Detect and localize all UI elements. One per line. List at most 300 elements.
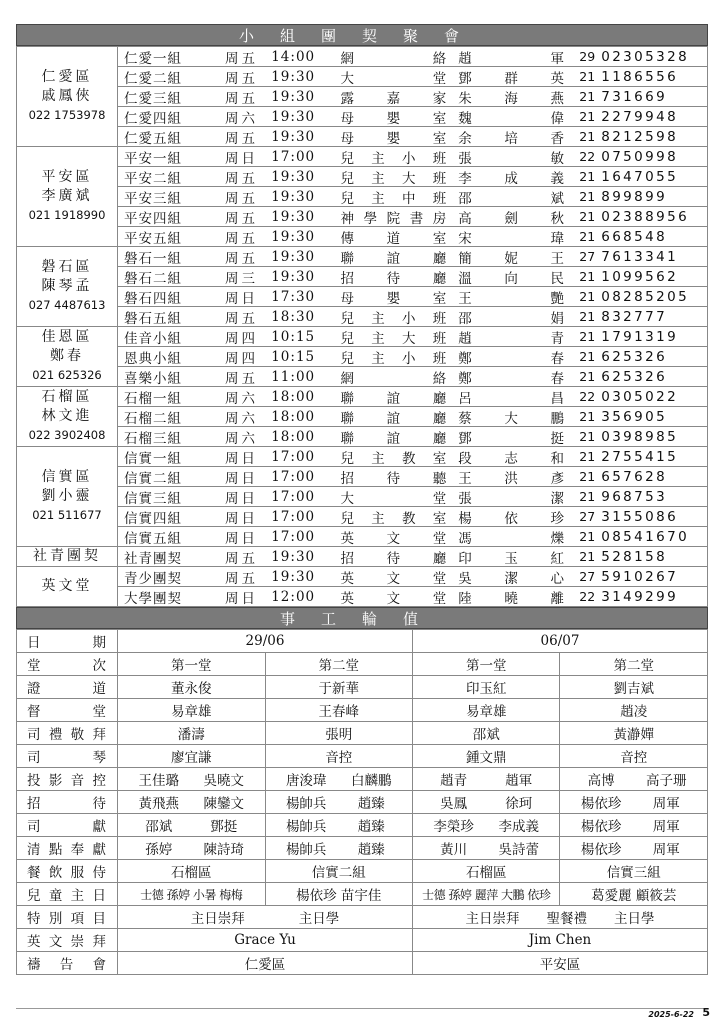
group-day: 周五 xyxy=(225,570,259,587)
group-phone-code: 21 xyxy=(579,409,596,424)
region-name: 磐石區 xyxy=(41,259,93,275)
group-phone-code: 21 xyxy=(579,329,596,344)
duty-item: 主日崇拜 xyxy=(465,911,520,927)
duty-person: 吳詩蕾 xyxy=(498,842,539,858)
group-phone: 657628 xyxy=(601,468,668,485)
duty-cell xyxy=(265,791,412,814)
group-name: 平安二組 xyxy=(124,170,182,187)
region-leader: 鄭春 xyxy=(50,348,84,364)
group-info xyxy=(118,207,707,226)
group-phone-code: 21 xyxy=(579,129,596,144)
group-info xyxy=(118,287,707,306)
group-info xyxy=(118,587,707,606)
group-contact: 陸曉離 xyxy=(458,590,567,607)
group-day: 周五 xyxy=(225,170,259,187)
group-day: 周五 xyxy=(225,190,259,207)
group-info-cell xyxy=(118,107,708,127)
group-phone: 3155086 xyxy=(601,508,679,525)
group-phone-code: 27 xyxy=(579,249,596,264)
group-phone-code: 21 xyxy=(579,469,596,484)
group-time: 19:30 xyxy=(271,68,316,85)
duty-row xyxy=(17,791,708,814)
region-phone: 022 3902408 xyxy=(28,428,106,442)
group-time: 19:30 xyxy=(271,208,316,225)
group-info-cell xyxy=(118,527,708,547)
duty-hall: 第一堂 xyxy=(118,653,265,676)
duty-date: 29/06 xyxy=(118,630,413,653)
group-phone: 7613341 xyxy=(601,248,679,265)
group-phone: 528158 xyxy=(601,548,668,565)
group-day: 周五 xyxy=(225,70,259,87)
duty-row xyxy=(17,699,708,722)
group-contact: 王洪彥 xyxy=(458,470,567,487)
group-venue: 大堂 xyxy=(340,70,449,87)
duty-label: 餐飲服侍 xyxy=(17,860,118,883)
group-info-cell xyxy=(118,207,708,227)
duty-item: 聖餐禮 xyxy=(546,911,587,927)
group-row xyxy=(17,167,708,187)
group-time: 17:00 xyxy=(271,468,316,485)
duty-cell: 劉吉斌 xyxy=(560,676,708,699)
duty-person: 楊帥兵 xyxy=(285,819,327,835)
group-contact: 余培香 xyxy=(458,130,567,147)
duty-hall: 第二堂 xyxy=(265,653,412,676)
group-time: 19:30 xyxy=(271,248,316,265)
duty-label: 司琴 xyxy=(17,745,118,768)
duty-person: 陳詩琦 xyxy=(203,842,245,858)
group-day: 周五 xyxy=(225,370,259,387)
group-contact: 溫向民 xyxy=(458,270,567,287)
duty-label: 日期 xyxy=(17,630,118,653)
group-contact: 邵娟 xyxy=(458,310,567,327)
group-row xyxy=(17,467,708,487)
group-name: 信實三組 xyxy=(124,490,182,507)
group-phone: 668548 xyxy=(601,228,668,245)
region-cell xyxy=(17,247,118,327)
region-phone: 022 1753978 xyxy=(28,108,106,122)
duty-cell: 信實三組 xyxy=(560,860,708,883)
group-name: 社青團契 xyxy=(124,550,182,567)
group-name: 平安一組 xyxy=(124,150,182,167)
group-phone: 832777 xyxy=(601,308,668,325)
group-venue: 招待廳 xyxy=(340,270,449,287)
group-time: 10:15 xyxy=(271,328,316,345)
group-phone: 1647055 xyxy=(601,168,679,185)
duty-item: 主日崇拜 xyxy=(190,911,245,927)
duty-person: 高子珊 xyxy=(646,773,687,789)
group-row xyxy=(17,67,708,87)
group-info-cell xyxy=(118,427,708,447)
group-day: 周五 xyxy=(225,50,259,67)
group-phone-code: 21 xyxy=(579,109,596,124)
duty-cell: 張明 xyxy=(265,722,412,745)
group-name: 磐石一組 xyxy=(124,250,182,267)
duty-person: 白麟鵬 xyxy=(351,773,392,789)
group-name: 仁愛二組 xyxy=(124,70,182,87)
duty-row xyxy=(17,814,708,837)
group-info-cell xyxy=(118,447,708,467)
group-day: 周四 xyxy=(225,330,259,347)
group-name: 信實四組 xyxy=(124,510,182,527)
group-info xyxy=(118,347,707,366)
group-venue: 露嘉家 xyxy=(340,90,449,107)
duty-cell xyxy=(265,837,412,860)
group-contact: 朱海燕 xyxy=(458,90,567,107)
group-day: 周日 xyxy=(225,150,259,167)
duty-label: 司獻 xyxy=(17,814,118,837)
duty-item: 主日學 xyxy=(298,911,340,927)
group-info xyxy=(118,427,707,446)
region-name: 社青團契 xyxy=(33,548,101,564)
duty-cell: 廖宜謙 xyxy=(118,745,265,768)
group-row xyxy=(17,247,708,267)
group-row xyxy=(17,207,708,227)
group-phone: 731669 xyxy=(601,88,668,105)
group-row xyxy=(17,307,708,327)
group-day: 周日 xyxy=(225,590,259,607)
group-contact: 簡妮王 xyxy=(458,250,567,267)
group-phone-code: 22 xyxy=(579,389,596,404)
group-row xyxy=(17,127,708,147)
duty-cell: 趙凌 xyxy=(560,699,708,722)
duty-cell: 黃瀞嬋 xyxy=(560,722,708,745)
duty-cell xyxy=(265,814,412,837)
group-phone: 0398985 xyxy=(601,428,679,445)
group-row xyxy=(17,367,708,387)
group-time: 18:00 xyxy=(271,408,316,425)
group-time: 17:30 xyxy=(271,288,316,305)
duty-row xyxy=(17,722,708,745)
group-phone: 08541670 xyxy=(601,528,690,545)
group-name: 平安五組 xyxy=(124,230,182,247)
group-time: 10:15 xyxy=(271,348,316,365)
group-phone: 1186556 xyxy=(601,68,679,85)
group-day: 周六 xyxy=(225,410,259,427)
group-phone: 625326 xyxy=(601,348,668,365)
group-row xyxy=(17,447,708,467)
group-venue: 大堂 xyxy=(340,490,449,507)
group-contact: 馮爍 xyxy=(458,530,567,547)
duty-cell: 音控 xyxy=(265,745,412,768)
group-row xyxy=(17,507,708,527)
duty-label: 司禮敬拜 xyxy=(17,722,118,745)
group-phone-code: 22 xyxy=(579,149,596,164)
duty-person: 李榮珍 xyxy=(433,819,474,835)
duty-cell: 士德 孫婷 麗萍 大鵬 依珍 xyxy=(412,883,559,906)
group-venue: 傳道室 xyxy=(340,230,449,247)
group-phone: 968753 xyxy=(601,488,668,505)
group-info-cell xyxy=(118,367,708,387)
group-info xyxy=(118,547,707,566)
duty-label: 英文崇拜 xyxy=(17,929,118,952)
duty-row xyxy=(17,768,708,791)
group-row xyxy=(17,327,708,347)
group-name: 信實二組 xyxy=(124,470,182,487)
group-contact: 鄭春 xyxy=(458,350,567,367)
group-row xyxy=(17,267,708,287)
group-day: 周三 xyxy=(225,270,259,287)
group-name: 大學團契 xyxy=(124,590,182,607)
group-phone: 2755415 xyxy=(601,448,679,465)
group-row xyxy=(17,487,708,507)
group-info xyxy=(118,47,707,66)
group-venue: 聯誼廳 xyxy=(340,410,449,427)
group-info-cell xyxy=(118,467,708,487)
duty-label: 證道 xyxy=(17,676,118,699)
duty-row xyxy=(17,745,708,768)
group-phone: 0750998 xyxy=(601,148,679,165)
group-phone-code: 21 xyxy=(579,449,596,464)
group-info-cell xyxy=(118,547,708,567)
group-info xyxy=(118,507,707,526)
group-phone: 625326 xyxy=(601,368,668,385)
group-time: 19:30 xyxy=(271,188,316,205)
group-name: 仁愛三組 xyxy=(124,90,182,107)
duty-cell: 石榴區 xyxy=(412,860,559,883)
duty-cell: 于新華 xyxy=(265,676,412,699)
group-contact: 楊依珍 xyxy=(458,510,567,527)
group-phone: 02305328 xyxy=(601,48,690,65)
group-row xyxy=(17,287,708,307)
duty-person: 邵斌 xyxy=(145,819,173,835)
duty-hall: 第二堂 xyxy=(560,653,708,676)
duty-cell xyxy=(412,791,559,814)
duty-cell: 音控 xyxy=(560,745,708,768)
duty-label: 堂次 xyxy=(17,653,118,676)
group-info-cell xyxy=(118,487,708,507)
duty-cell: 信實二組 xyxy=(265,860,412,883)
duty-person: 李成義 xyxy=(498,819,539,835)
footer-rule xyxy=(16,1008,708,1009)
duty-cell: 鍾文鼎 xyxy=(412,745,559,768)
group-info xyxy=(118,127,707,146)
group-info-cell xyxy=(118,227,708,247)
group-name: 仁愛五組 xyxy=(124,130,182,147)
duty-cell: 士德 孫婷 小暑 梅梅 xyxy=(118,883,265,906)
duty-cell: 潘濤 xyxy=(118,722,265,745)
region-leader: 陳琴孟 xyxy=(41,278,93,294)
duty-person: 陳鑾文 xyxy=(203,796,245,812)
duty-person: 楊帥兵 xyxy=(285,796,327,812)
group-row xyxy=(17,407,708,427)
group-venue: 英文堂 xyxy=(340,590,449,607)
group-phone-code: 21 xyxy=(579,429,596,444)
group-phone-code: 22 xyxy=(579,589,596,604)
duty-label: 禱告會 xyxy=(17,952,118,975)
group-contact: 趙軍 xyxy=(458,50,567,67)
duty-person: 楊帥兵 xyxy=(285,842,327,858)
duty-label: 兒童主日 xyxy=(17,883,118,906)
region-cell xyxy=(17,447,118,547)
duty-person: 高博 xyxy=(587,773,615,789)
group-venue: 聯誼廳 xyxy=(340,430,449,447)
duty-cell: 王春峰 xyxy=(265,699,412,722)
region-leader: 李廣斌 xyxy=(41,188,93,204)
duty-person: 周軍 xyxy=(652,842,680,858)
group-phone: 0305022 xyxy=(601,388,679,405)
group-phone: 1099562 xyxy=(601,268,679,285)
group-contact: 魏偉 xyxy=(458,110,567,127)
group-row xyxy=(17,527,708,547)
group-time: 17:00 xyxy=(271,448,316,465)
group-day: 周六 xyxy=(225,430,259,447)
duty-cell: Jim Chen xyxy=(412,929,707,952)
group-day: 周日 xyxy=(225,290,259,307)
group-time: 19:30 xyxy=(271,88,316,105)
region-name: 石榴區 xyxy=(41,389,93,405)
group-contact: 印玉紅 xyxy=(458,550,567,567)
group-contact: 吳潔心 xyxy=(458,570,567,587)
group-info xyxy=(118,67,707,86)
group-phone-code: 21 xyxy=(579,529,596,544)
group-day: 周日 xyxy=(225,490,259,507)
group-time: 19:30 xyxy=(271,108,316,125)
group-name: 佳音小組 xyxy=(124,330,182,347)
duty-item: 主日學 xyxy=(613,911,655,927)
duty-cell: 邵斌 xyxy=(412,722,559,745)
duty-row xyxy=(17,906,708,929)
group-venue: 兒主教室 xyxy=(340,510,449,527)
group-phone-code: 21 xyxy=(579,269,596,284)
region-leader: 林文進 xyxy=(41,408,93,424)
group-phone-code: 21 xyxy=(579,309,596,324)
region-leader: 戚鳳俠 xyxy=(41,88,93,104)
group-time: 17:00 xyxy=(271,528,316,545)
group-time: 19:30 xyxy=(271,548,316,565)
group-time: 14:00 xyxy=(271,48,316,65)
group-name: 青少團契 xyxy=(124,570,182,587)
group-name: 信實五組 xyxy=(124,530,182,547)
duty-person: 吳曉文 xyxy=(203,773,245,789)
duty-cell: 印玉紅 xyxy=(412,676,559,699)
group-time: 19:30 xyxy=(271,128,316,145)
groups-section-header: 小組團契聚會 xyxy=(16,24,708,46)
region-leader: 劉小靈 xyxy=(41,488,93,504)
group-phone: 899899 xyxy=(601,188,668,205)
group-name: 恩典小組 xyxy=(124,350,182,367)
group-name: 喜樂小組 xyxy=(124,370,182,387)
group-day: 周六 xyxy=(225,110,259,127)
group-phone: 2279948 xyxy=(601,108,679,125)
group-time: 19:30 xyxy=(271,228,316,245)
duty-person: 楊依珍 xyxy=(580,842,622,858)
duty-section-header: 事工輪值 xyxy=(16,607,708,629)
group-info-cell xyxy=(118,87,708,107)
region-name: 英文堂 xyxy=(41,578,93,594)
region-phone: 021 511677 xyxy=(32,508,102,522)
group-contact: 高劍秋 xyxy=(458,210,567,227)
group-info xyxy=(118,407,707,426)
group-venue: 兒主中班 xyxy=(340,190,449,207)
group-info xyxy=(118,327,707,346)
group-row xyxy=(17,47,708,67)
duty-person: 徐珂 xyxy=(505,796,533,812)
group-contact: 鄧挺 xyxy=(458,430,567,447)
duty-label: 清點奉獻 xyxy=(17,837,118,860)
group-info xyxy=(118,247,707,266)
duty-cell xyxy=(412,837,559,860)
group-phone-code: 21 xyxy=(579,209,596,224)
group-contact: 宋瑋 xyxy=(458,230,567,247)
group-phone: 5910267 xyxy=(601,568,679,585)
group-info-cell xyxy=(118,167,708,187)
group-day: 周五 xyxy=(225,250,259,267)
group-row xyxy=(17,387,708,407)
group-name: 石榴三組 xyxy=(124,430,182,447)
duty-row xyxy=(17,883,708,906)
group-info-cell xyxy=(118,307,708,327)
group-name: 磐石五組 xyxy=(124,310,182,327)
groups-table xyxy=(16,46,708,607)
group-day: 周日 xyxy=(225,450,259,467)
group-phone-code: 21 xyxy=(579,189,596,204)
group-contact: 張敏 xyxy=(458,150,567,167)
group-phone-code: 21 xyxy=(579,169,596,184)
group-phone: 3149299 xyxy=(601,588,679,605)
group-info-cell xyxy=(118,47,708,67)
group-phone-code: 21 xyxy=(579,489,596,504)
group-phone-code: 21 xyxy=(579,369,596,384)
group-name: 磐石二組 xyxy=(124,270,182,287)
duty-row xyxy=(17,676,708,699)
group-phone-code: 21 xyxy=(579,549,596,564)
group-venue: 兒主小班 xyxy=(340,150,449,167)
duty-date: 06/07 xyxy=(412,630,707,653)
group-info-cell xyxy=(118,127,708,147)
group-info xyxy=(118,167,707,186)
group-contact: 鄧群英 xyxy=(458,70,567,87)
group-info-cell xyxy=(118,507,708,527)
group-info xyxy=(118,87,707,106)
duty-cell: 董永俊 xyxy=(118,676,265,699)
region-cell xyxy=(17,567,118,607)
group-phone-code: 27 xyxy=(579,509,596,524)
duty-person: 楊依珍 xyxy=(580,796,622,812)
group-day: 周四 xyxy=(225,350,259,367)
group-venue: 神學院書房 xyxy=(340,210,449,227)
group-info xyxy=(118,527,707,546)
group-venue: 英文堂 xyxy=(340,570,449,587)
duty-person: 趙臻 xyxy=(357,819,385,835)
group-day: 周五 xyxy=(225,130,259,147)
duty-cell xyxy=(118,837,265,860)
group-phone: 02388956 xyxy=(601,208,690,225)
duty-person: 黃川 xyxy=(440,842,468,858)
duty-person: 吳鳳 xyxy=(440,796,468,812)
group-row xyxy=(17,427,708,447)
group-time: 17:00 xyxy=(271,488,316,505)
group-venue: 兒主大班 xyxy=(340,170,449,187)
bulletin-page xyxy=(16,24,708,975)
duty-cell: 楊依珍 苗宇佳 xyxy=(265,883,412,906)
group-day: 周五 xyxy=(225,230,259,247)
region-cell xyxy=(17,547,118,567)
footer-date: 2025-6-22 xyxy=(648,1010,694,1019)
group-contact: 呂昌 xyxy=(458,390,567,407)
group-venue: 母嬰室 xyxy=(340,110,449,127)
duty-cell: 易章雄 xyxy=(118,699,265,722)
group-name: 石榴一組 xyxy=(124,390,182,407)
group-info-cell xyxy=(118,327,708,347)
duty-person: 趙青 xyxy=(440,773,468,789)
group-row xyxy=(17,107,708,127)
group-venue: 兒主大班 xyxy=(340,330,449,347)
region-name: 佳恩區 xyxy=(41,329,93,345)
duty-row xyxy=(17,860,708,883)
duty-cell xyxy=(560,837,708,860)
group-time: 18:30 xyxy=(271,308,316,325)
duty-hall: 第一堂 xyxy=(412,653,559,676)
